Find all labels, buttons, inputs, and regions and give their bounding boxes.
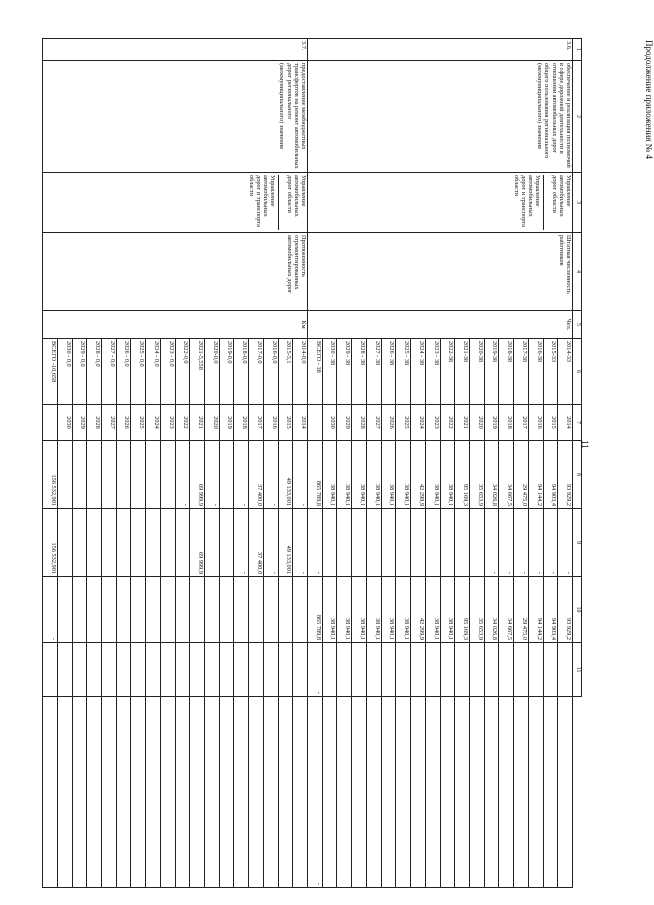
amount-regional: 42 299,9 bbox=[411, 577, 426, 643]
amount-col11 bbox=[249, 697, 264, 888]
amount-total: 34 026,8 bbox=[484, 441, 499, 509]
indicator-value: 2028 - 38 bbox=[352, 339, 367, 405]
amount-regional: 38 940,1 bbox=[425, 577, 440, 643]
amount-federal bbox=[322, 509, 337, 577]
amount-col11 bbox=[455, 697, 470, 888]
amount-federal: - bbox=[234, 509, 249, 577]
column-number: 6 bbox=[573, 339, 582, 405]
unit: Км bbox=[43, 311, 308, 339]
indicator-value: 2029 - 38 bbox=[337, 339, 352, 405]
amount-federal bbox=[440, 509, 455, 577]
amount-federal bbox=[337, 509, 352, 577]
amount-col11 bbox=[484, 697, 499, 888]
amount-regional bbox=[293, 577, 308, 643]
amount-col11 bbox=[543, 697, 558, 888]
amount-federal bbox=[469, 509, 484, 577]
amount-total: - bbox=[234, 441, 249, 509]
amount-regional: 38 940,1 bbox=[381, 577, 396, 643]
total-amount: 156 532,901 bbox=[43, 441, 58, 509]
total-label: ВСЕГО - 38 bbox=[308, 339, 323, 405]
amount-regional bbox=[87, 577, 102, 643]
amount-regional: 38 940,1 bbox=[396, 577, 411, 643]
amount-federal: - bbox=[514, 509, 529, 577]
year: 2018 bbox=[234, 405, 249, 441]
indicator-value: 2021-5,558 bbox=[190, 339, 205, 405]
year: 2019 bbox=[219, 405, 234, 441]
indicator-value: 2029 - 0,0 bbox=[72, 339, 87, 405]
amount-total bbox=[102, 441, 117, 509]
item-description: обеспечение и реализация полномочий в сфере дорожной деятельности в отношении автомобильных дорог общего пользования регионального (межмуниципального) значения bbox=[308, 61, 573, 173]
unit: Чел. bbox=[308, 311, 573, 339]
amount-total: 38 940,1 bbox=[366, 441, 381, 509]
amount-total: 38 940,1 bbox=[440, 441, 455, 509]
indicator-value: 2017-38 bbox=[514, 339, 529, 405]
year: 2022 bbox=[440, 405, 455, 441]
amount-col10 bbox=[440, 643, 455, 697]
rotated-table-container bbox=[42, 38, 582, 888]
amount-federal bbox=[366, 509, 381, 577]
amount-col11 bbox=[278, 697, 293, 888]
amount-col11 bbox=[102, 697, 117, 888]
amount-total bbox=[116, 441, 131, 509]
year: 2014 bbox=[558, 405, 573, 441]
indicator-value: 2019-0,0 bbox=[219, 339, 234, 405]
amount-col11 bbox=[219, 697, 234, 888]
amount-regional: 38 940,1 bbox=[366, 577, 381, 643]
amount-regional: 95 169,3 bbox=[455, 577, 470, 643]
total-col10: - bbox=[308, 643, 323, 697]
indicator-value: 2020-38 bbox=[469, 339, 484, 405]
amount-total bbox=[87, 441, 102, 509]
amount-col11 bbox=[175, 697, 190, 888]
amount-federal: 49 133,001 bbox=[278, 509, 293, 577]
amount-regional bbox=[160, 577, 175, 643]
amount-federal bbox=[455, 509, 470, 577]
indicator-value: 2022-38 bbox=[440, 339, 455, 405]
column-number: 3 bbox=[573, 173, 582, 233]
amount-federal bbox=[146, 509, 161, 577]
amount-total bbox=[219, 441, 234, 509]
amount-col11 bbox=[322, 697, 337, 888]
amount-col10 bbox=[514, 643, 529, 697]
amount-regional: 34 667,5 bbox=[499, 577, 514, 643]
program-table bbox=[42, 38, 582, 888]
amount-col10 bbox=[337, 643, 352, 697]
amount-total: 38 940,1 bbox=[381, 441, 396, 509]
column-number: 1 bbox=[573, 39, 582, 61]
column-number: 5 bbox=[573, 311, 582, 339]
year: 2027 bbox=[102, 405, 117, 441]
amount-col11 bbox=[234, 697, 249, 888]
year: 2027 bbox=[366, 405, 381, 441]
amount-col11 bbox=[499, 697, 514, 888]
amount-total: 38 940,1 bbox=[396, 441, 411, 509]
year: 2022 bbox=[175, 405, 190, 441]
amount-col10 bbox=[102, 643, 117, 697]
amount-col10 bbox=[131, 643, 146, 697]
amount-regional bbox=[234, 577, 249, 643]
amount-total bbox=[72, 441, 87, 509]
amount-total bbox=[131, 441, 146, 509]
amount-col11 bbox=[352, 697, 367, 888]
amount-total: 94 903,4 bbox=[543, 441, 558, 509]
year: 2024 bbox=[411, 405, 426, 441]
amount-col10 bbox=[352, 643, 367, 697]
year: 2026 bbox=[381, 405, 396, 441]
amount-regional: 38 940,1 bbox=[440, 577, 455, 643]
amount-col10 bbox=[396, 643, 411, 697]
indicator-value: 2026 - 0,0 bbox=[116, 339, 131, 405]
amount-federal: - bbox=[528, 509, 543, 577]
year: 2028 bbox=[352, 405, 367, 441]
amount-total: 69 999,9 bbox=[190, 441, 205, 509]
total-regional: 865 789,8 bbox=[308, 577, 323, 643]
amount-federal: 37 400,0 bbox=[249, 509, 264, 577]
amount-col10 bbox=[263, 643, 278, 697]
year: 2028 bbox=[87, 405, 102, 441]
total-label: ВСЕГО -10,658 bbox=[43, 339, 58, 405]
amount-federal: 69 999,9 bbox=[190, 509, 205, 577]
amount-regional bbox=[263, 577, 278, 643]
amount-federal: - bbox=[499, 509, 514, 577]
amount-col10 bbox=[205, 643, 220, 697]
table-row bbox=[558, 39, 573, 888]
amount-col10 bbox=[160, 643, 175, 697]
amount-col10 bbox=[190, 643, 205, 697]
table-row bbox=[293, 39, 308, 888]
column-number: 4 bbox=[573, 233, 582, 311]
amount-federal: - bbox=[484, 509, 499, 577]
amount-federal: - bbox=[263, 509, 278, 577]
amount-federal bbox=[425, 509, 440, 577]
amount-total: 38 940,1 bbox=[337, 441, 352, 509]
amount-col10 bbox=[366, 643, 381, 697]
amount-total: 38 940,1 bbox=[425, 441, 440, 509]
amount-col11 bbox=[72, 697, 87, 888]
amount-federal bbox=[72, 509, 87, 577]
total-amount: 865 789,8 bbox=[308, 441, 323, 509]
amount-col11 bbox=[87, 697, 102, 888]
executor-name: Управление автомобильных дорог области bbox=[550, 175, 572, 217]
amount-total: - bbox=[175, 441, 190, 509]
year: 2025 bbox=[396, 405, 411, 441]
amount-total: 94 144,2 bbox=[528, 441, 543, 509]
appendix-note: Продолжение приложения № 4 bbox=[644, 40, 654, 160]
total-year bbox=[43, 405, 58, 441]
indicator-value: 2025 - 38 bbox=[396, 339, 411, 405]
item-description: предоставление межбюджетных трансфертов на ремонт автомобильных дорог регионального (межмуниципального) значения bbox=[43, 61, 308, 173]
indicator-value: 2019-38 bbox=[484, 339, 499, 405]
indicator-value: 2024 - 38 bbox=[411, 339, 426, 405]
indicator-value: 2014-33 bbox=[558, 339, 573, 405]
indicator-value: 2015-33 bbox=[543, 339, 558, 405]
amount-col10 bbox=[411, 643, 426, 697]
amount-total bbox=[146, 441, 161, 509]
amount-regional bbox=[219, 577, 234, 643]
amount-federal bbox=[352, 509, 367, 577]
indicator-value: 2015-5,1 bbox=[278, 339, 293, 405]
year: 2018 bbox=[499, 405, 514, 441]
amount-total: 37 400,0 bbox=[249, 441, 264, 509]
amount-total bbox=[57, 441, 72, 509]
amount-col11 bbox=[263, 697, 278, 888]
year: 2030 bbox=[322, 405, 337, 441]
indicator-name: Протяженность отремонтированных автомобильных дорог bbox=[43, 233, 308, 311]
amount-regional: 38 940,1 bbox=[322, 577, 337, 643]
amount-federal bbox=[381, 509, 396, 577]
column-number: 8 bbox=[573, 441, 582, 509]
indicator-value: 2028 - 0,0 bbox=[87, 339, 102, 405]
total-federal: - bbox=[308, 509, 323, 577]
amount-col11 bbox=[337, 697, 352, 888]
amount-col11 bbox=[190, 697, 205, 888]
amount-federal bbox=[160, 509, 175, 577]
column-number: 7 bbox=[573, 405, 582, 441]
year: 2021 bbox=[455, 405, 470, 441]
amount-regional bbox=[146, 577, 161, 643]
indicator-value: 2014-0,0 bbox=[293, 339, 308, 405]
year: 2021 bbox=[190, 405, 205, 441]
indicator-value: 2026 - 38 bbox=[381, 339, 396, 405]
amount-total: - bbox=[293, 441, 308, 509]
amount-regional: 38 940,1 bbox=[352, 577, 367, 643]
amount-total: 38 940,1 bbox=[322, 441, 337, 509]
amount-col10 bbox=[116, 643, 131, 697]
year: 2016 bbox=[528, 405, 543, 441]
year: 2025 bbox=[131, 405, 146, 441]
amount-col11 bbox=[440, 697, 455, 888]
executor-name: Управление автомобильных дорог области bbox=[285, 175, 308, 217]
amount-col10 bbox=[175, 643, 190, 697]
amount-col11 bbox=[396, 697, 411, 888]
total-col11 bbox=[43, 697, 58, 888]
executor-cell bbox=[308, 173, 573, 233]
indicator-value: 2024 - 0,0 bbox=[146, 339, 161, 405]
amount-total: 95 169,3 bbox=[455, 441, 470, 509]
amount-regional bbox=[190, 577, 205, 643]
year: 2017 bbox=[249, 405, 264, 441]
indicator-value: 2023 - 0,0 bbox=[160, 339, 175, 405]
indicator-value: 2025 - 0,0 bbox=[131, 339, 146, 405]
amount-col11 bbox=[425, 697, 440, 888]
indicator-value: 2018-0,0 bbox=[234, 339, 249, 405]
amount-federal bbox=[57, 509, 72, 577]
amount-federal bbox=[396, 509, 411, 577]
year: 2029 bbox=[337, 405, 352, 441]
amount-regional bbox=[72, 577, 87, 643]
amount-col11 bbox=[528, 697, 543, 888]
amount-col10 bbox=[381, 643, 396, 697]
amount-col10 bbox=[234, 643, 249, 697]
amount-total: 93 929,2 bbox=[558, 441, 573, 509]
amount-col11 bbox=[205, 697, 220, 888]
amount-regional bbox=[205, 577, 220, 643]
amount-regional bbox=[116, 577, 131, 643]
total-col11: - bbox=[308, 697, 323, 888]
total-col10 bbox=[43, 643, 58, 697]
amount-federal bbox=[131, 509, 146, 577]
column-number: 9 bbox=[573, 509, 582, 577]
amount-col11 bbox=[146, 697, 161, 888]
total-regional: - bbox=[43, 577, 58, 643]
total-year bbox=[308, 405, 323, 441]
indicator-value: 2016-0,0 bbox=[263, 339, 278, 405]
amount-federal bbox=[219, 509, 234, 577]
year: 2020 bbox=[205, 405, 220, 441]
column-number: 11 bbox=[573, 643, 582, 697]
indicator-value: 2023 - 38 bbox=[425, 339, 440, 405]
amount-col10 bbox=[558, 643, 573, 697]
executor-cell bbox=[43, 173, 308, 233]
indicator-value: 2017-0,0 bbox=[249, 339, 264, 405]
amount-total: - bbox=[263, 441, 278, 509]
amount-col11 bbox=[366, 697, 381, 888]
amount-federal: - bbox=[543, 509, 558, 577]
year: 2029 bbox=[72, 405, 87, 441]
amount-regional bbox=[175, 577, 190, 643]
amount-federal bbox=[116, 509, 131, 577]
indicator-value: 2020-0,0 bbox=[205, 339, 220, 405]
year: 2023 bbox=[425, 405, 440, 441]
amount-regional bbox=[249, 577, 264, 643]
column-number-row bbox=[573, 39, 582, 888]
column-number: 10 bbox=[573, 577, 582, 643]
year: 2014 bbox=[293, 405, 308, 441]
amount-col10 bbox=[455, 643, 470, 697]
amount-regional bbox=[131, 577, 146, 643]
amount-col10 bbox=[322, 643, 337, 697]
year: 2026 bbox=[116, 405, 131, 441]
amount-col10 bbox=[484, 643, 499, 697]
amount-col11 bbox=[116, 697, 131, 888]
indicator-value: 2021-38 bbox=[455, 339, 470, 405]
indicator-value: 2027 - 0,0 bbox=[102, 339, 117, 405]
amount-col10 bbox=[543, 643, 558, 697]
amount-regional: 93 929,2 bbox=[558, 577, 573, 643]
amount-regional: 34 026,8 bbox=[484, 577, 499, 643]
indicator-value: 2030 - 0,0 bbox=[57, 339, 72, 405]
amount-col10 bbox=[425, 643, 440, 697]
amount-regional: 29 475,0 bbox=[514, 577, 529, 643]
amount-regional: 94 144,2 bbox=[528, 577, 543, 643]
amount-total: - bbox=[205, 441, 220, 509]
amount-total: 38 940,1 bbox=[352, 441, 367, 509]
year: 2020 bbox=[469, 405, 484, 441]
amount-col10 bbox=[72, 643, 87, 697]
amount-col11 bbox=[131, 697, 146, 888]
amount-col11 bbox=[558, 697, 573, 888]
amount-total: 42 299,9 bbox=[411, 441, 426, 509]
amount-col10 bbox=[278, 643, 293, 697]
column-number: 2 bbox=[573, 61, 582, 173]
amount-col11 bbox=[57, 697, 72, 888]
indicator-value: 2018-38 bbox=[499, 339, 514, 405]
amount-col10 bbox=[293, 643, 308, 697]
item-number: 3.7. bbox=[43, 39, 308, 61]
amount-federal bbox=[205, 509, 220, 577]
indicator-value: 2022-0,0 bbox=[175, 339, 190, 405]
amount-regional bbox=[102, 577, 117, 643]
total-federal: 156 532,901 bbox=[43, 509, 58, 577]
amount-regional bbox=[278, 577, 293, 643]
year: 2019 bbox=[484, 405, 499, 441]
amount-total: 49 133,001 bbox=[278, 441, 293, 509]
year: 2024 bbox=[146, 405, 161, 441]
amount-federal bbox=[411, 509, 426, 577]
year: 2023 bbox=[160, 405, 175, 441]
indicator-value: 2030 - 38 bbox=[322, 339, 337, 405]
amount-regional: 94 903,4 bbox=[543, 577, 558, 643]
indicator-value: 2027 - 38 bbox=[366, 339, 381, 405]
amount-col11 bbox=[514, 697, 529, 888]
amount-federal: - bbox=[558, 509, 573, 577]
amount-col11 bbox=[160, 697, 175, 888]
amount-regional bbox=[57, 577, 72, 643]
year: 2016 bbox=[263, 405, 278, 441]
amount-federal: - bbox=[293, 509, 308, 577]
amount-total bbox=[160, 441, 175, 509]
item-number: 3.6. bbox=[308, 39, 573, 61]
amount-col11 bbox=[293, 697, 308, 888]
amount-col10 bbox=[469, 643, 484, 697]
year: 2015 bbox=[543, 405, 558, 441]
amount-col10 bbox=[249, 643, 264, 697]
amount-col11 bbox=[381, 697, 396, 888]
amount-total: 34 667,5 bbox=[499, 441, 514, 509]
amount-col10 bbox=[87, 643, 102, 697]
amount-col10 bbox=[528, 643, 543, 697]
amount-federal bbox=[87, 509, 102, 577]
amount-col11 bbox=[469, 697, 484, 888]
amount-regional: 35 653,9 bbox=[469, 577, 484, 643]
amount-col11 bbox=[411, 697, 426, 888]
indicator-value: 2016-38 bbox=[528, 339, 543, 405]
indicator-name: Штатная численность работников bbox=[308, 233, 573, 311]
page-number: 11 bbox=[580, 440, 590, 449]
year: 2017 bbox=[514, 405, 529, 441]
executor-name: Управление автомобильных дорог и транспорта области bbox=[512, 175, 544, 230]
amount-federal bbox=[102, 509, 117, 577]
amount-total: 35 653,9 bbox=[469, 441, 484, 509]
executor-name: Управление автомобильных дорог и транспорта области bbox=[247, 175, 279, 230]
amount-regional: 38 940,1 bbox=[337, 577, 352, 643]
amount-col10 bbox=[499, 643, 514, 697]
amount-col10 bbox=[219, 643, 234, 697]
year: 2015 bbox=[278, 405, 293, 441]
year: 2030 bbox=[57, 405, 72, 441]
amount-total: 29 475,0 bbox=[514, 441, 529, 509]
amount-col10 bbox=[146, 643, 161, 697]
amount-col10 bbox=[57, 643, 72, 697]
amount-federal bbox=[175, 509, 190, 577]
